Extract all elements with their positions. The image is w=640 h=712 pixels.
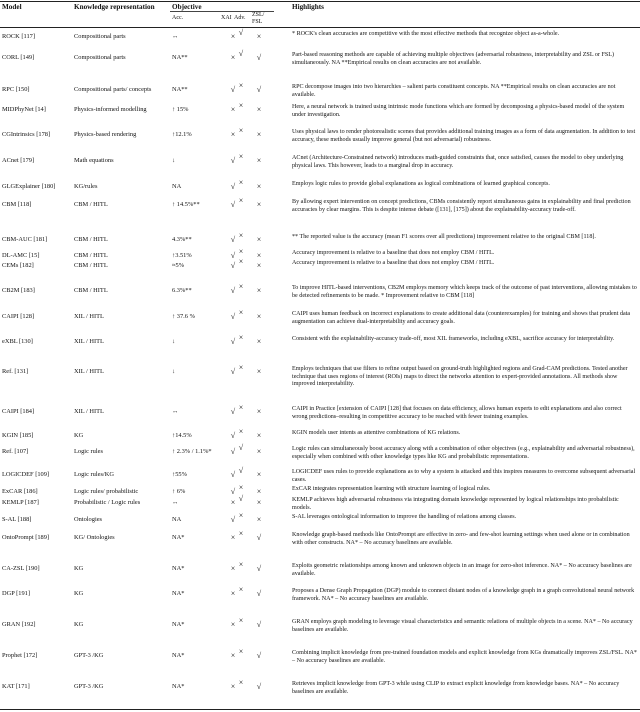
adv-mark: × [238, 511, 244, 520]
xai-mark: √ [230, 156, 236, 165]
highlight-text: Logic rules can simultaneously boost accuracy along with a combination of other objectives (e.g., explainability and adversarial robustness), especially when combined with other knowledge types like KG and probabilistic representations. [292, 446, 635, 460]
highlight-text: Consistent with the explainability-accuracy trade-off, most XIL frameworks, including eXBL, sacrifice accuracy for interpretability. [292, 336, 615, 342]
zsl-mark: × [256, 498, 262, 507]
accuracy-value: NA** [172, 86, 188, 93]
accuracy-value: ↑ 6% [172, 488, 186, 495]
adv-mark: × [238, 247, 244, 256]
highlight-text: KGIN models user intents as attentive combinations of KG relations. [292, 430, 461, 436]
adv-mark: × [238, 403, 244, 412]
knowledge-representation: KG/ Ontologies [74, 534, 115, 541]
knowledge-representation: CBM / HITL [74, 201, 108, 208]
highlight-text: Combining implicit knowledge from pre-trained foundation models and explicit knowledge from KGs dramatically improves ZSL/FSL. NA* – No accuracy baselines are available. [292, 650, 637, 664]
adv-mark: × [238, 585, 244, 594]
highlight-text: Exploits geometric relationships among known and unknown objects in an image for zero-shot inference. NA* – No accuracy baselines are available. [292, 563, 632, 577]
adv-mark: × [238, 126, 244, 135]
knowledge-representation: XIL / HITL [74, 313, 104, 320]
xai-mark: × [230, 589, 236, 598]
zsl-mark: √ [256, 651, 262, 660]
xai-mark: √ [230, 487, 236, 496]
highlight-text: CAIPI uses human feedback on incorrect explanations to create additional data (counterexamples) for training and shows that prudent data augmentation can achieve dual-interpretability and accuracy goals. [292, 311, 631, 325]
model-name: CBM-AUC [181] [2, 236, 48, 243]
highlight-text: Accuracy improvement is relative to a baseline that does not employ CBM / HITL. [292, 250, 495, 256]
model-name: RPC [150] [2, 86, 30, 93]
model-name: CAIPI [184] [2, 408, 35, 415]
zsl-mark: × [256, 367, 262, 376]
xai-mark: × [230, 53, 236, 62]
highlight-text: Part-based reasoning methods are capable of achieving multiple objectives (adversarial robustness, interpretability and ZSL or FSL) simultaneously. NA **Empirical results on clean accuracies are not available. [292, 52, 614, 66]
header-model: Model [2, 3, 22, 11]
accuracy-value: ↓ [172, 157, 176, 164]
model-name: ROCK [117] [2, 33, 35, 40]
knowledge-representation: KG [74, 565, 84, 572]
knowledge-representation: Physics-based rendering [74, 131, 137, 138]
knowledge-representation: Logic rules/KG [74, 471, 114, 478]
accuracy-value: NA* [172, 652, 185, 659]
adv-mark: × [238, 529, 244, 538]
adv-mark: × [238, 560, 244, 569]
zsl-mark: × [256, 286, 262, 295]
highlight-text: Here, a neural network is trained using intrinsic mode functions which are formed by decomposing a physics-based model of the system under investigation. [292, 104, 625, 118]
knowledge-representation: GPT-3 /KG [74, 683, 104, 690]
model-name: OntoPrompt [189] [2, 534, 50, 541]
adv-mark: × [238, 616, 244, 625]
knowledge-representation: CBM / HITL [74, 287, 108, 294]
table-top-rule [0, 1, 640, 2]
xai-mark: × [230, 682, 236, 691]
xai-mark: × [230, 620, 236, 629]
accuracy-value: 4.3%** [172, 236, 192, 243]
highlight-text: ** The reported value is the accuracy (mean F1 scores over all predictions) improvement relative to the original CBM [118]. [292, 234, 596, 240]
model-name: CEMs [182] [2, 262, 34, 269]
highlight-text: Knowledge graph-based methods like OntoPrompt are effective in zero- and few-shot learning settings when used alone or in combination with other constructs. NA* – No accuracy baselines are available. [292, 532, 630, 546]
model-name: Ref. [131] [2, 368, 29, 375]
accuracy-value: ≈5% [172, 262, 185, 269]
highlight-text: Retrieves implicit knowledge from GPT-3 while using CLIP to extract explicit knowledge from knowledge bases. NA* – No accuracy baselines are available. [292, 681, 620, 695]
knowledge-representation: CBM / HITL [74, 236, 108, 243]
accuracy-value: 6.3%** [172, 287, 192, 294]
header-adv: Adv. [234, 15, 246, 21]
highlight-text: By allowing expert intervention on concept predictions, CBMs consistently report simultaneous gains in explainability and final prediction accuracies by clear margins. This is despite intense debate ([131], [175]) about the explainability-accuracy trade-off. [292, 199, 631, 213]
accuracy-value: NA* [172, 621, 185, 628]
knowledge-representation: KG [74, 621, 84, 628]
adv-mark: × [238, 427, 244, 436]
xai-mark: × [230, 533, 236, 542]
xai-mark: √ [230, 286, 236, 295]
header-zsl: ZSL/ FSL [252, 12, 265, 25]
highlight-text: ExCAR integrates representation learning with structure learning of logical rules. [292, 486, 491, 492]
zsl-mark: × [256, 32, 262, 41]
highlight-text: CAIPI in Practice [extension of CAIPI [128] that focuses on data efficiency, allows human experts to edit explanations and also correct wrong predictions–resulting in competitive accuracy to be reached with fewer training examples. [292, 406, 622, 420]
adv-mark: × [238, 282, 244, 291]
accuracy-value: ↑ 2.3% / 1.1%* [172, 448, 212, 455]
xai-mark: × [230, 105, 236, 114]
header-bottom-rule [0, 27, 640, 28]
header-xai: XAI [221, 15, 232, 21]
accuracy-value: NA [172, 183, 182, 190]
adv-mark: × [238, 152, 244, 161]
model-name: CA-ZSL [190] [2, 565, 40, 572]
highlight-text: GRAN employs graph modeling to leverage visual characteristics and semantic relations of multiple objects in a scene. NA* – No accuracy baselines are available. [292, 619, 633, 633]
model-name: GRAN [192] [2, 621, 36, 628]
knowledge-representation: XIL / HITL [74, 368, 104, 375]
knowledge-representation: Compositional parts [74, 33, 126, 40]
model-name: CGIntrinsics [178] [2, 131, 51, 138]
xai-mark: √ [230, 431, 236, 440]
model-name: ACnet [179] [2, 157, 35, 164]
knowledge-representation: Compositional parts/ concepts [74, 86, 152, 93]
knowledge-representation: Probabilistic / Logic rules [74, 499, 141, 506]
adv-mark: √ [238, 49, 244, 58]
zsl-mark: × [256, 105, 262, 114]
adv-mark: × [238, 231, 244, 240]
adv-mark: × [238, 308, 244, 317]
zsl-mark: √ [256, 85, 262, 94]
zsl-mark: × [256, 431, 262, 440]
xai-mark: √ [230, 470, 236, 479]
model-name: DL-AMC [15] [2, 252, 40, 259]
model-name: KAT [171] [2, 683, 30, 690]
accuracy-value: NA* [172, 590, 185, 597]
model-name: KEMLP [187] [2, 499, 39, 506]
zsl-mark: × [256, 447, 262, 456]
knowledge-representation: XIL / HITL [74, 338, 104, 345]
knowledge-representation: KG/rules [74, 183, 98, 190]
accuracy-value: ↔ [172, 33, 179, 40]
adv-mark: × [238, 257, 244, 266]
highlight-text: Proposes a Dense Graph Propagation (DGP) module to connect distant nodes of a knowledge graph in a graph convolutional neural network framework. NA* – No accuracy baselines are available. [292, 588, 635, 602]
accuracy-value: ↔ [172, 408, 179, 415]
highlight-text: RPC decompose images into two hierarchies – salient parts constituent concepts. NA **Empirical results on clean accuracies are not available. [292, 84, 616, 98]
accuracy-value: NA* [172, 534, 185, 541]
model-name: CBM [118] [2, 201, 32, 208]
model-name: DGP [191] [2, 590, 30, 597]
header-objective: Objective [172, 3, 202, 11]
knowledge-representation: Physics-informed modelling [74, 106, 147, 113]
xai-mark: × [230, 130, 236, 139]
xai-mark: √ [230, 235, 236, 244]
accuracy-value: ↑ 37.6 % [172, 313, 195, 320]
zsl-mark: × [256, 130, 262, 139]
accuracy-value: ↑ 15% [172, 106, 189, 113]
zsl-mark: × [256, 487, 262, 496]
xai-mark: × [230, 498, 236, 507]
table-bottom-rule [0, 709, 640, 710]
adv-mark: √ [238, 28, 244, 37]
highlight-text: KEMLP achieves high adversarial robustness via integrating domain knowledge represented by logical relationships into probabilistic models. [292, 497, 619, 511]
highlight-text: S-AL leverages ontological information to improve the handling of relations among classes. [292, 514, 517, 520]
model-name: MIDPhyNet [14] [2, 106, 46, 113]
xai-mark: × [230, 32, 236, 41]
adv-mark: × [238, 196, 244, 205]
zsl-mark: × [256, 156, 262, 165]
zsl-mark: × [256, 251, 262, 260]
zsl-mark: √ [256, 620, 262, 629]
knowledge-representation: Math equations [74, 157, 114, 164]
model-name: eXBL [130] [2, 338, 33, 345]
zsl-mark: × [256, 235, 262, 244]
header-acc: Acc. [172, 15, 184, 21]
knowledge-representation: GPT-3 /KG [74, 652, 104, 659]
knowledge-representation: CBM / HITL [74, 262, 108, 269]
adv-mark: × [238, 363, 244, 372]
adv-mark: × [238, 81, 244, 90]
xai-mark: × [230, 651, 236, 660]
adv-mark: √ [238, 494, 244, 503]
header-knowledge: Knowledge representation [74, 3, 155, 11]
accuracy-value: ↑55% [172, 471, 187, 478]
accuracy-value: ↑ 14.5%** [172, 201, 200, 208]
highlight-text: Employs logic rules to provide global explanations as logical combinations of learned graphical concepts. [292, 181, 550, 187]
adv-mark: × [238, 101, 244, 110]
knowledge-representation: CBM / HITL [74, 252, 108, 259]
highlight-text: LOGICDEF uses rules to provide explanations as to why a system is attacked and this inspires measures to overcome subsequent adversarial cases. [292, 469, 636, 483]
zsl-mark: × [256, 312, 262, 321]
zsl-mark: × [256, 337, 262, 346]
xai-mark: √ [230, 515, 236, 524]
zsl-mark: × [256, 407, 262, 416]
xai-mark: √ [230, 261, 236, 270]
knowledge-representation: XIL / HITL [74, 408, 104, 415]
xai-mark: √ [230, 312, 236, 321]
accuracy-value: NA [172, 516, 182, 523]
xai-mark: √ [230, 182, 236, 191]
highlight-text: Employs techniques that use filters to refine output based on ground-truth highlighted regions and Grad-CAM predictions. Tested another technique that uses regions of interest (ROIs) maps to direct the networks attention to expert-provided annotations. All methods show improved interpretability. [292, 366, 628, 387]
accuracy-value: NA* [172, 683, 185, 690]
model-name: S-AL [188] [2, 516, 32, 523]
xai-mark: √ [230, 85, 236, 94]
model-name: GLGExplainer [180] [2, 183, 56, 190]
xai-mark: × [230, 564, 236, 573]
accuracy-value: NA** [172, 54, 188, 61]
xai-mark: √ [230, 251, 236, 260]
xai-mark: √ [230, 447, 236, 456]
accuracy-value: ↔ [172, 499, 179, 506]
knowledge-representation: Compositional parts [74, 54, 126, 61]
adv-mark: √ [238, 466, 244, 475]
xai-mark: √ [230, 200, 236, 209]
zsl-mark: √ [256, 533, 262, 542]
knowledge-representation: Ontologies [74, 516, 103, 523]
zsl-mark: √ [256, 589, 262, 598]
zsl-mark: × [256, 470, 262, 479]
xai-mark: √ [230, 337, 236, 346]
model-name: Ref. [107] [2, 448, 29, 455]
knowledge-representation: Logic rules/ probabilistic [74, 488, 139, 495]
highlight-text: To improve HITL-based interventions, CB2M employs memory which keeps track of the outcome of past interventions, allowing mistakes to be detected refinements to be made. * Improvement relative to CBM [118] [292, 285, 637, 299]
zsl-mark: × [256, 182, 262, 191]
zsl-mark: √ [256, 564, 262, 573]
zsl-mark: √ [256, 682, 262, 691]
model-name: CAIPI [128] [2, 313, 35, 320]
adv-mark: × [238, 678, 244, 687]
knowledge-representation: Logic rules [74, 448, 103, 455]
accuracy-value: ↑3.51% [172, 252, 192, 259]
model-name: ExCAR [186] [2, 488, 38, 495]
adv-mark: × [238, 647, 244, 656]
xai-mark: √ [230, 367, 236, 376]
highlight-text: Accuracy improvement is relative to a baseline that does not employ CBM / HITL. [292, 260, 495, 266]
accuracy-value: ↓ [172, 338, 176, 345]
header-highlights: Highlights [292, 3, 324, 11]
model-name: LOGICDEF [109] [2, 471, 50, 478]
highlight-text: ACnet (Architecture-Constrained network) introduces math-guided constraints that, once satisfied, causes the model to obey underlying physical laws. This however, leads to a marginal drop in accuracy. [292, 155, 624, 169]
accuracy-value: ↑12.1% [172, 131, 192, 138]
highlight-text: Uses physical laws to render photorealistic scenes that provides additional training images as a form of data augmentation. In addition to test accuracy, these methods usually improve general (but not adversarial) robustness. [292, 129, 636, 143]
model-name: CB2M [183] [2, 287, 35, 294]
knowledge-representation: KG [74, 432, 84, 439]
adv-mark: √ [238, 443, 244, 452]
highlight-text: * ROCK's clean accuracies are competitive with the most effective methods that recognize object as-a-whole. [292, 31, 560, 37]
accuracy-value: NA* [172, 565, 185, 572]
adv-mark: × [238, 483, 244, 492]
zsl-mark: × [256, 200, 262, 209]
model-name: CORL [149] [2, 54, 35, 61]
zsl-mark: × [256, 261, 262, 270]
zsl-mark: × [256, 515, 262, 524]
model-name: Prophet [172] [2, 652, 38, 659]
accuracy-value: ↑14.5% [172, 432, 192, 439]
xai-mark: √ [230, 407, 236, 416]
knowledge-representation: KG [74, 590, 84, 597]
accuracy-value: ↓ [172, 368, 176, 375]
model-name: KGIN [185] [2, 432, 34, 439]
adv-mark: × [238, 178, 244, 187]
adv-mark: × [238, 333, 244, 342]
zsl-mark: √ [256, 53, 262, 62]
